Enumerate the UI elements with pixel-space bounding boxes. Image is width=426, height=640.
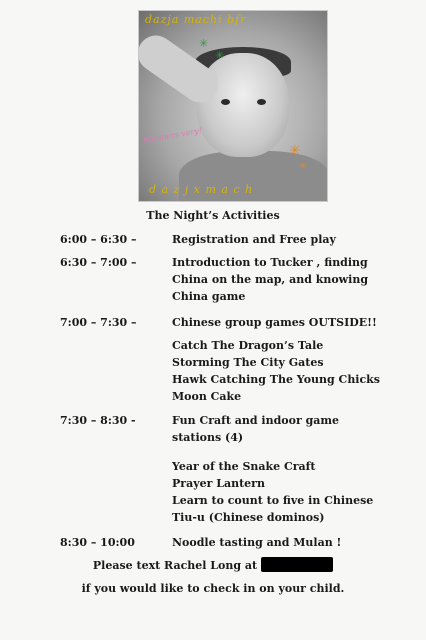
activity-line: Noodle tasting and Mulan !	[172, 536, 342, 549]
activity-line: Fun Craft and indoor game	[172, 414, 340, 427]
activity-line: Year of the Snake Craft	[172, 460, 316, 473]
activity-line: Storming The City Gates	[172, 356, 324, 369]
activity-entry	[172, 231, 336, 248]
activity-line: Prayer Lantern	[172, 477, 265, 490]
time-slot: 6:00 – 6:30 –	[60, 233, 137, 246]
activity-line: Chinese group games OUTSIDE!!	[172, 316, 377, 329]
activity-line: Tiu-u (Chinese dominos)	[172, 511, 325, 524]
activity-line: Registration and Free play	[172, 233, 336, 246]
photo-face	[197, 53, 289, 157]
orange-star-icon: ✳	[299, 161, 308, 172]
crafts-list	[172, 458, 373, 526]
contact-text: Please text Rachel Long at	[92, 559, 258, 572]
activity-line: Introduction to Tucker , finding	[172, 256, 368, 269]
activity-line: China game	[172, 290, 246, 303]
activity-line: Hawk Catching The Young Chicks	[172, 373, 381, 386]
activity-line: China on the map, and knowing	[172, 273, 369, 286]
time-slot: 8:30 – 10:00	[60, 536, 135, 549]
child-photo	[138, 10, 328, 202]
contact-note	[0, 557, 426, 572]
activity-entry	[172, 412, 339, 446]
activity-entry	[172, 254, 368, 305]
activity-line: Moon Cake	[172, 390, 242, 403]
photo-scribble-top: dazja machi bfr	[145, 13, 247, 26]
time-slot: 7:00 – 7:30 –	[60, 316, 137, 329]
photo-eye-right	[257, 99, 266, 105]
activity-entry	[172, 534, 341, 551]
activity-entry	[172, 314, 377, 331]
green-star-icon: ✳	[215, 49, 225, 62]
redacted-phone-number	[261, 557, 333, 572]
photo-scribble-bottom: d a z j x m a c h	[149, 183, 254, 196]
contact-note-line2: if you would like to check in on your child.	[81, 582, 345, 595]
page-title: The Night’s Activities	[146, 209, 280, 222]
games-list	[172, 337, 380, 405]
activity-line: stations (4)	[172, 431, 244, 444]
orange-star-icon: ✳	[289, 143, 301, 159]
photo-scribble-mid: Manners very!	[142, 125, 203, 146]
photo-eye-left	[221, 99, 230, 105]
green-star-icon: ✳	[199, 37, 209, 50]
time-slot: 7:30 – 8:30 -	[60, 414, 136, 427]
time-slot: 6:30 – 7:00 –	[60, 256, 137, 269]
activity-line: Catch The Dragon’s Tale	[172, 339, 324, 352]
activity-line: Learn to count to five in Chinese	[172, 494, 374, 507]
